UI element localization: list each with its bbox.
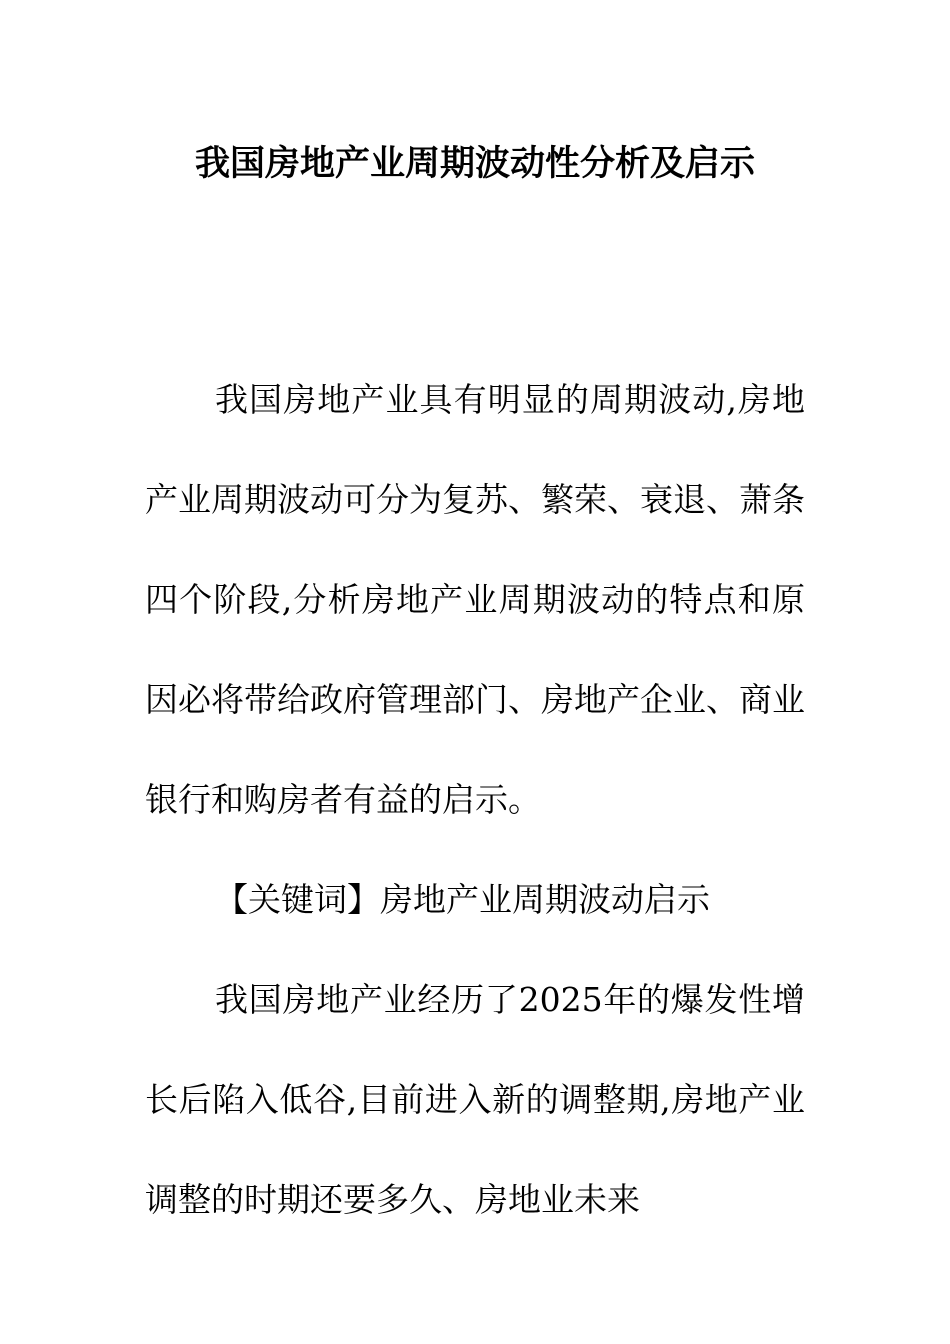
abstract-paragraph: 我国房地产业具有明显的周期波动,房地产业周期波动可分为复苏、繁荣、衰退、萧条四个阶段,分析房地产业周期波动的特点和原因必将带给政府管理部门、房地产企业、商业银行和购房者有益的启示。 [145, 380, 805, 819]
document-title: 我国房地产业周期波动性分析及启示 [194, 144, 755, 184]
body-paragraph: 我国房地产业经历了2025年的爆发性增长后陷入低谷,目前进入新的调整期,房地产业调整的时期还要多久、房地业未来 [145, 980, 805, 1219]
keywords-line: 【关键词】房地产业周期波动启示 [215, 880, 710, 919]
